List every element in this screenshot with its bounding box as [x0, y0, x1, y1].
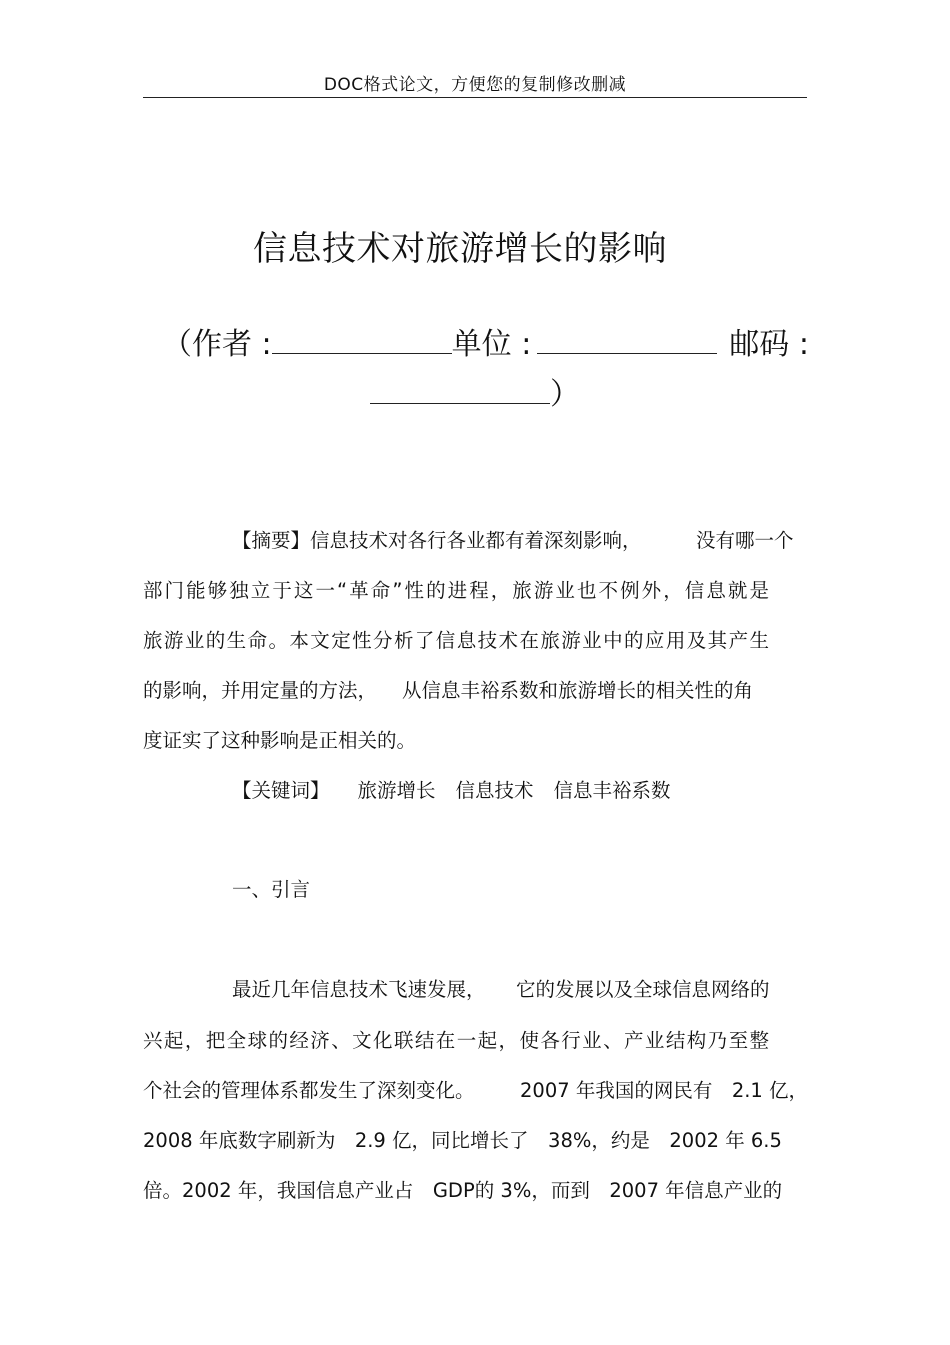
author-info-line-2 — [370, 373, 580, 416]
body-line: 最近几年信息技术飞速发展， — [232, 978, 486, 1001]
author-info-line — [162, 323, 812, 366]
postcode-blank — [370, 373, 550, 404]
abstract-line: 的影响，并用定量的方法， — [143, 679, 378, 702]
unit-label: 单位 : — [451, 327, 532, 362]
abstract-line: 没有哪一个 — [696, 529, 794, 552]
body-line: 倍。2002 年，我国信息产业占 GDP的 3%，而到 2007 年信息产业的 — [143, 1179, 783, 1202]
abstract-line: 部门能够独立于这一“革命”性的进程，旅游业也不例外，信息就是 — [143, 579, 769, 602]
postcode-label: 邮码 : — [729, 327, 809, 362]
body-line: 个社会的管理体系都发生了深刻变化。 — [143, 1079, 475, 1102]
keywords-label: 【关键词】 — [232, 779, 330, 802]
header-divider — [143, 97, 807, 98]
body-line: 2007 年我国的网民有 2.1 亿， — [520, 1079, 809, 1102]
header-note: DOC格式论文，方便您的复制修改删减 — [323, 75, 627, 95]
abstract-line: 【摘要】信息技术对各行各业都有着深刻影响， — [232, 529, 642, 552]
abstract-line: 旅游业的生命。本文定性分析了信息技术在旅游业中的应用及其产生 — [143, 629, 769, 652]
body-line: 兴起，把全球的经济、文化联结在一起，使各行业、产业结构乃至整 — [143, 1029, 769, 1052]
abstract-line: 从信息丰裕系数和旅游增长的相关性的角 — [402, 679, 754, 702]
author-blank — [272, 323, 452, 354]
unit-blank — [537, 323, 717, 354]
abstract-line: 度证实了这种影响是正相关的。 — [143, 729, 417, 752]
keyword-item: 信息丰裕系数 — [553, 779, 671, 802]
keyword-item: 旅游增长 — [357, 779, 436, 802]
body-line: 2008 年底数字刷新为 2.9 亿，同比增长了 38%，约是 2002 年 6.5 — [143, 1129, 782, 1152]
author-label: （作者 : — [162, 327, 272, 362]
keyword-item: 信息技术 — [455, 779, 534, 802]
section-heading: 一、引言 — [232, 878, 311, 901]
paper-title: 信息技术对旅游增长的影响 — [253, 229, 667, 269]
author-close-paren: ） — [550, 377, 580, 412]
body-line: 它的发展以及全球信息网络的 — [516, 978, 770, 1001]
keywords-line — [232, 778, 671, 804]
